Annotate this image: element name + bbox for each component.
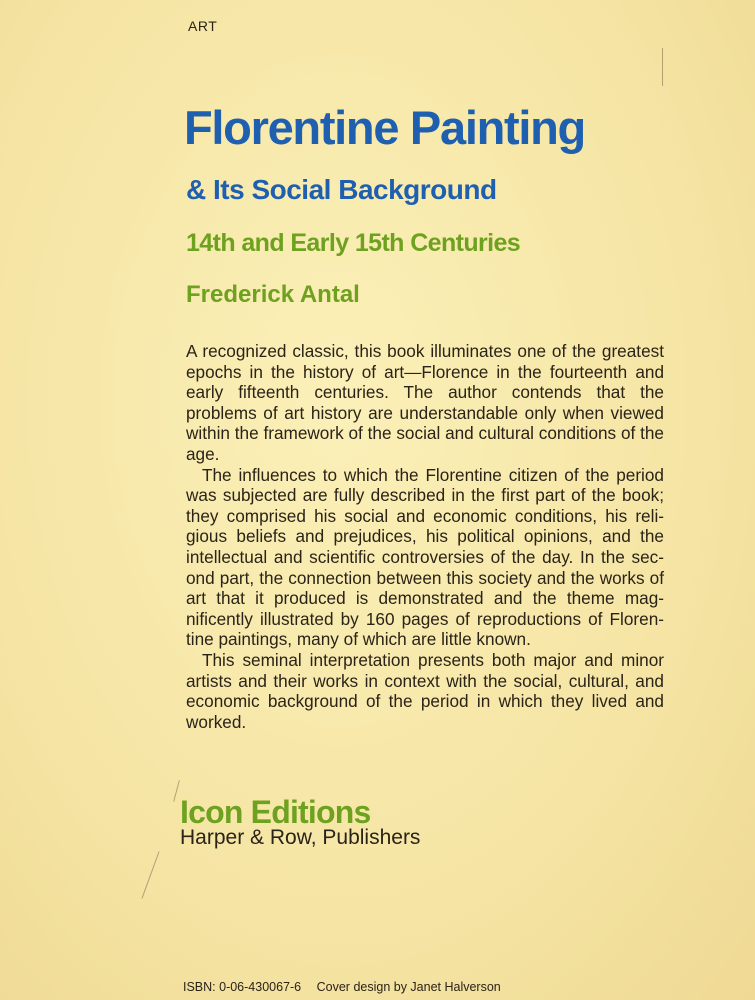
book-period: 14th and Early 15th Centuries (186, 229, 521, 257)
paper-crease-mark (662, 48, 663, 86)
cover-footer (183, 980, 501, 994)
isbn-number: ISBN: 0-06-430067-6 (183, 980, 302, 994)
paper-crease-mark (141, 851, 159, 898)
cover-design-credit: Cover design by Janet Halverson (316, 980, 501, 994)
description-paragraph-1: A recognized classic, this book illuminates one of the greatest epochs in the history of art—Florence in the fourteenth and early fifteenth centuries. The author contends that the problems of art history are understandable only when viewed within the framework of the social and cultural conditions of the age. (186, 341, 664, 464)
description-text (186, 341, 664, 732)
imprint-name: Icon Editions (180, 794, 371, 830)
paper-crease-mark (173, 780, 180, 802)
book-title: Florentine Painting (184, 101, 585, 154)
publisher-name: Harper & Row, Publishers (180, 826, 421, 849)
description-paragraph-2: The influences to which the Florentine citizen of the period was subjected are fully described in the first part of the book; they comprised his social and economic conditions, his religious beliefs and prejudices, his political opinions, and the intellectual and scientific controversies of the day. In the second part, the connection between this society and the works of art that it produced is demonstrated and the theme magnificently illustrated by 160 pages of reproductions of Florentine paintings, many of which are little known. (186, 464, 664, 650)
category-label: ART (188, 18, 218, 34)
book-subtitle: & Its Social Background (186, 174, 497, 205)
book-author: Frederick Antal (186, 281, 360, 308)
description-paragraph-3: This seminal interpretation presents both major and minor artists and their works in context with the social, cultural, and economic background of the period in which they lived and worked. (186, 649, 664, 732)
